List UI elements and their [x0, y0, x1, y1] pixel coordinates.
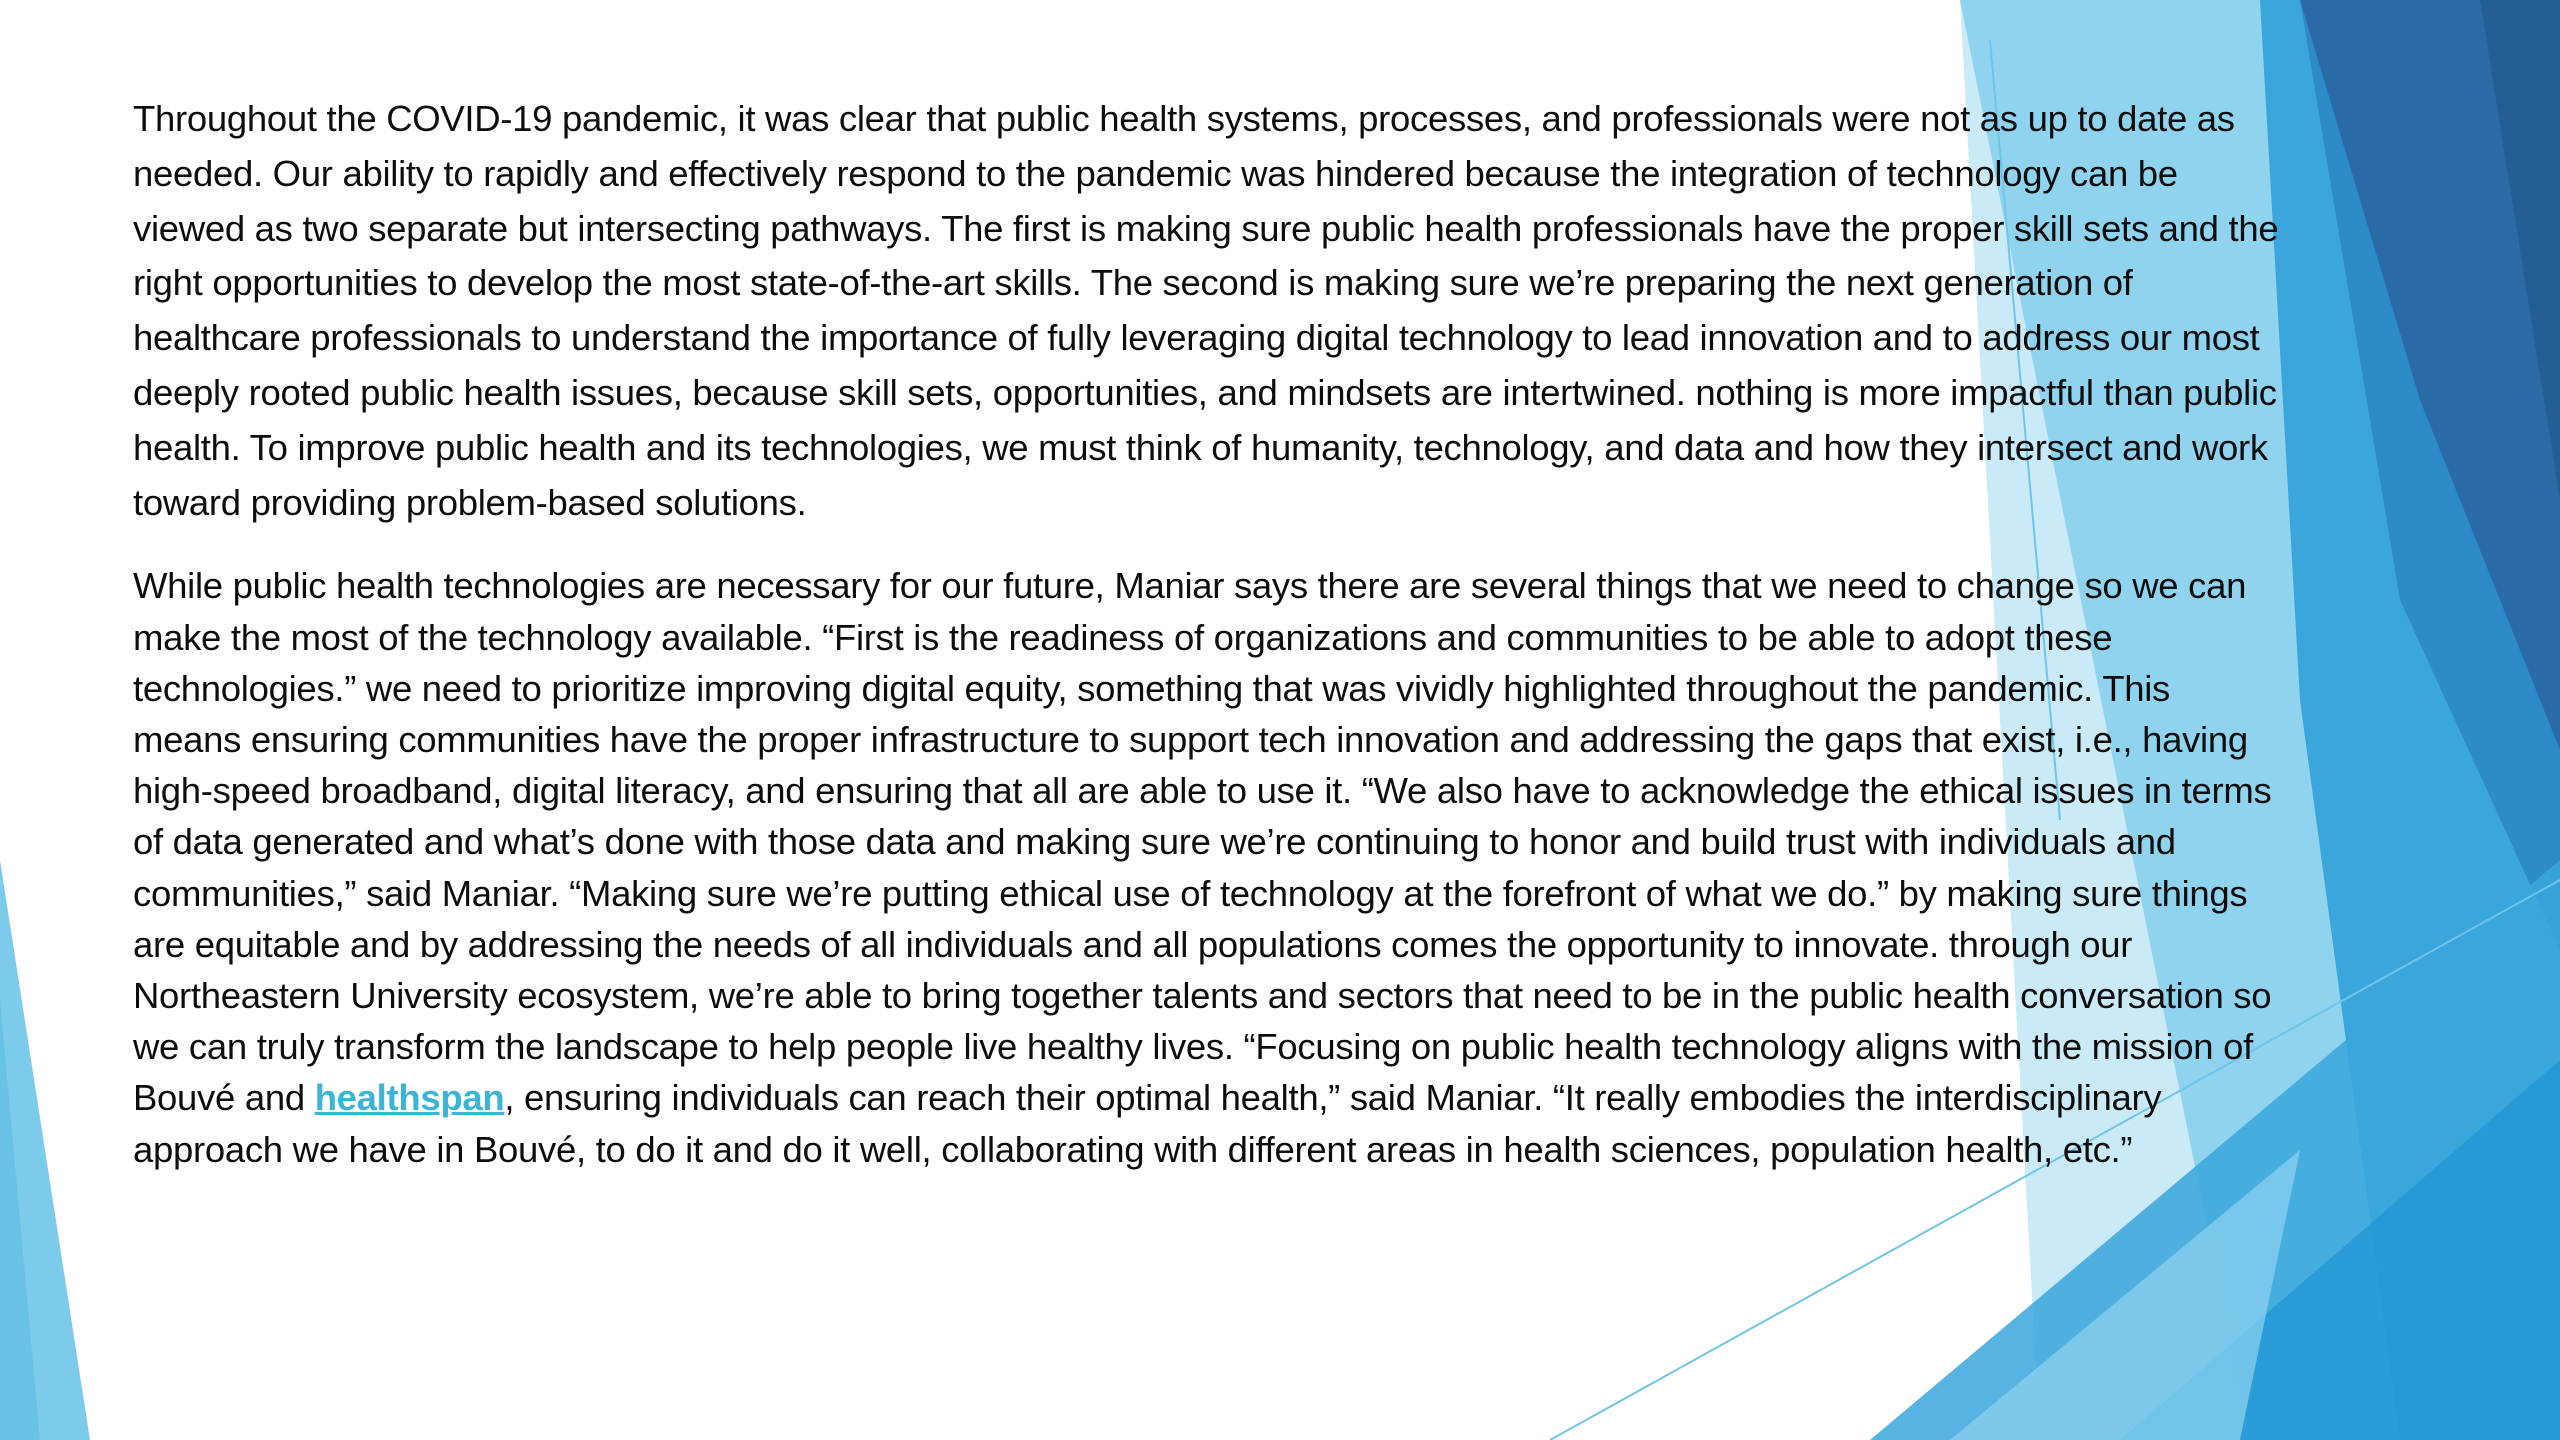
healthspan-link[interactable]: healthspan: [314, 1077, 505, 1119]
paragraph-maniar: [133, 560, 2283, 1174]
paragraph-intro-text: Throughout the COVID-19 pandemic, it was clear that public health systems, processes, and professionals were not as up to date as needed. Our ability to rapidly and effectively respond to the pandemic was hindered because the integration of technology can be viewed as two separate but intersecting pathways. The first is making sure public health professionals have the proper skill sets and the right opportunities to develop the most state-of-the-art skills. The second is making sure we’re preparing the next generation of healthcare professionals to understand the importance of fully leveraging digital technology to lead innovation and to address our most deeply rooted public health issues, because skill sets, opportunities, and mindsets are intertwined. nothing is more impactful than public health. To improve public health and its technologies, we must think of humanity, technology, and data and how they intersect and work toward providing problem-based solutions.: [133, 98, 2279, 523]
slide-body: [133, 92, 2283, 1175]
paragraph-maniar-text-end: , ensuring individuals can reach their optimal health,” said Maniar. “It really embodies the interdisciplinary approach we have in Bouvé, to do it and do it well, collaborating with different areas in health sciences, population health, etc.”: [133, 1077, 2162, 1170]
paragraph-maniar-text-start: While public health technologies are necessary for our future, Maniar says there are several things that we need to change so we can make the most of the technology available. “First is the readiness of organizations and communities to be able to adopt these technologies.” we need to prioritize improving digital equity, something that was vividly highlighted throughout the pandemic. This means ensuring communities have the proper infrastructure to support tech innovation and addressing the gaps that exist, i.e., having high-speed broadband, digital literacy, and ensuring that all are able to use it. “We also have to acknowledge the ethical issues in terms of data generated and what’s done with those data and making sure we’re continuing to honor and build trust with individuals and communities,” said Maniar. “Making sure we’re putting ethical use of technology at the forefront of what we do.” by making sure things are equitable and by addressing the needs of all individuals and all populations comes the opportunity to innovate. through our Northeastern University ecosystem, we’re able to bring together talents and sectors that need to be in the public health conversation so we can truly transform the landscape to help people live healthy lives. “Focusing on public health technology aligns with the mission of Bouvé and: [133, 565, 2272, 1119]
paragraph-intro: [133, 92, 2283, 530]
